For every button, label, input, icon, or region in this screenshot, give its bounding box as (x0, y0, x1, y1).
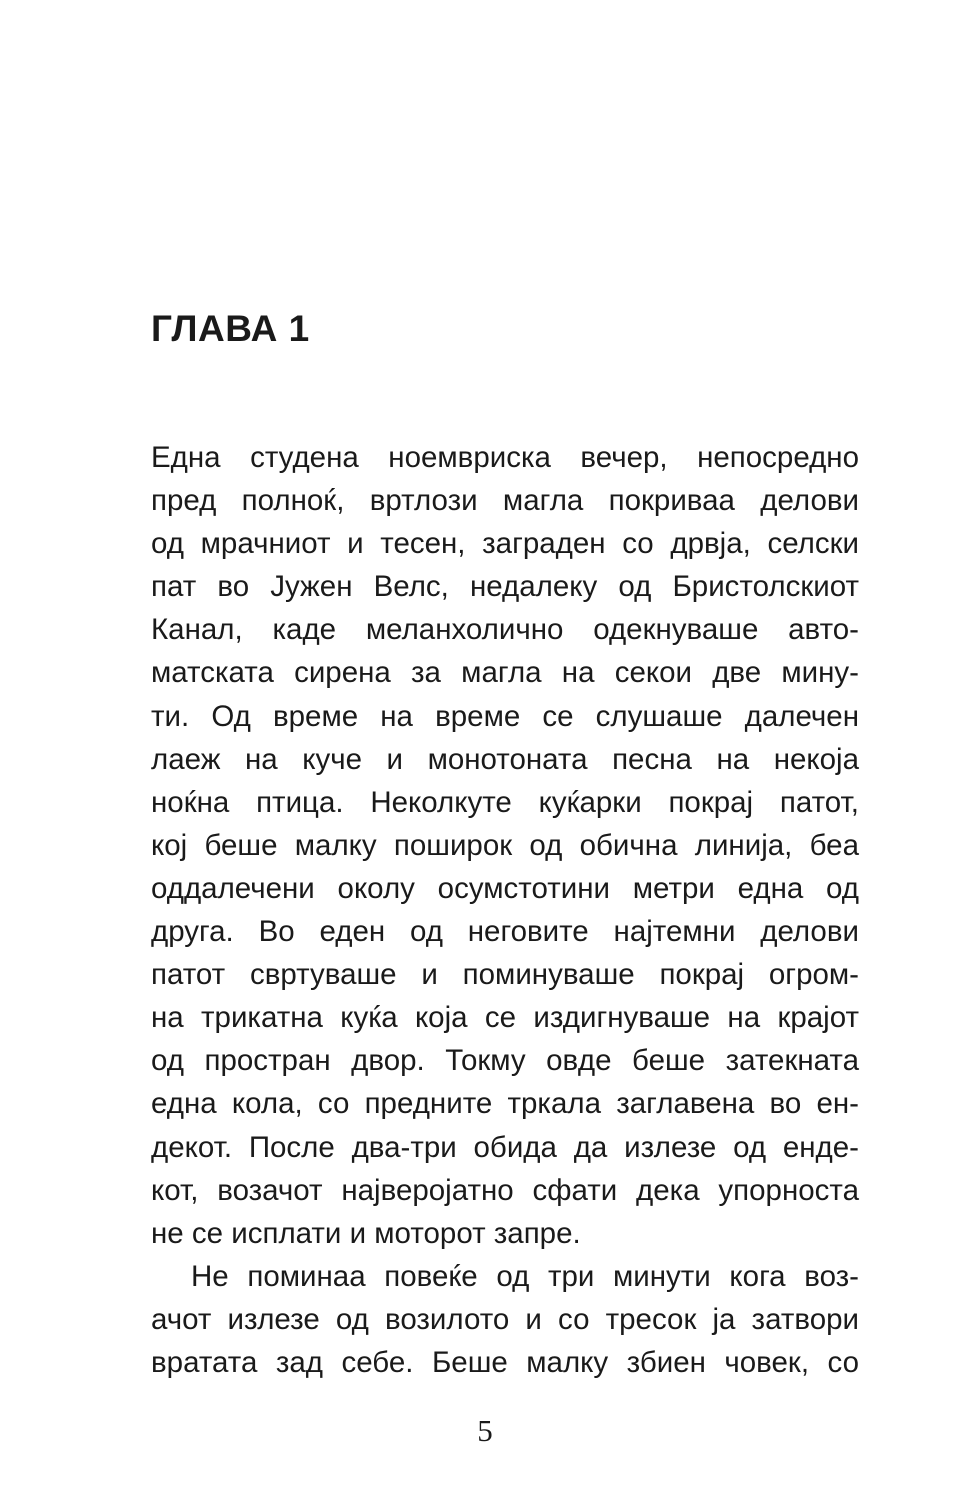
text-line: друга. Во еден од неговите најтемни делови (151, 915, 859, 949)
text-line: една кола, со предните тркала заглавена во ен- (151, 1087, 859, 1121)
text-line: пред полноќ, вртлози магла покриваа делови (151, 484, 859, 518)
body-text (151, 436, 859, 1384)
text-line: лаеж на куче и монотоната песна на некоја (151, 742, 859, 776)
text-line: ноќна птица. Неколкуте куќарки покрај патот, (151, 785, 859, 819)
text-line: Канал, каде меланхолично одекнуваше авто- (151, 613, 859, 647)
page-number: 5 (477, 1413, 493, 1448)
text-line-last: не се исплати и моторот запре. (151, 1216, 581, 1250)
text-line: од мрачниот и тесен, заграден со дрвја, селски (151, 527, 859, 561)
text-line: патот свртуваше и поминуваше покрај огром- (151, 958, 859, 992)
text-line: Една студена ноемвриска вечер, непосредно (151, 441, 859, 474)
text-line: декот. После два-три обида да излезе од енде- (151, 1130, 859, 1164)
text-line: кој беше малку поширок од обична линија, беа (151, 828, 859, 862)
text-line: оддалечени околу осумстотини метри една од (151, 871, 859, 905)
text-line: матската сирена за магла на секои две мину- (151, 656, 859, 690)
chapter-title: ГЛАВА 1 (151, 308, 310, 349)
text-line: кот, возачот најверојатно сфати дека упорноста (151, 1173, 859, 1207)
text-line-indent: Не поминаа повеќе од три минути кога воз- (191, 1259, 859, 1293)
text-line: ачот излезе од возилото и со тресок ја затвори (151, 1302, 859, 1336)
text-line: ти. Од време на време се слушаше далечен (151, 699, 859, 733)
text-line: вратата зад себе. Беше малку збиен човек, со (151, 1345, 859, 1379)
text-line: пат во Јужен Велс, недалеку од Бристолскиот (151, 570, 859, 604)
text-line: од простран двор. Токму овде беше затекната (151, 1044, 859, 1078)
text-line: на трикатна куќа која се издигнуваше на крајот (151, 1001, 859, 1035)
